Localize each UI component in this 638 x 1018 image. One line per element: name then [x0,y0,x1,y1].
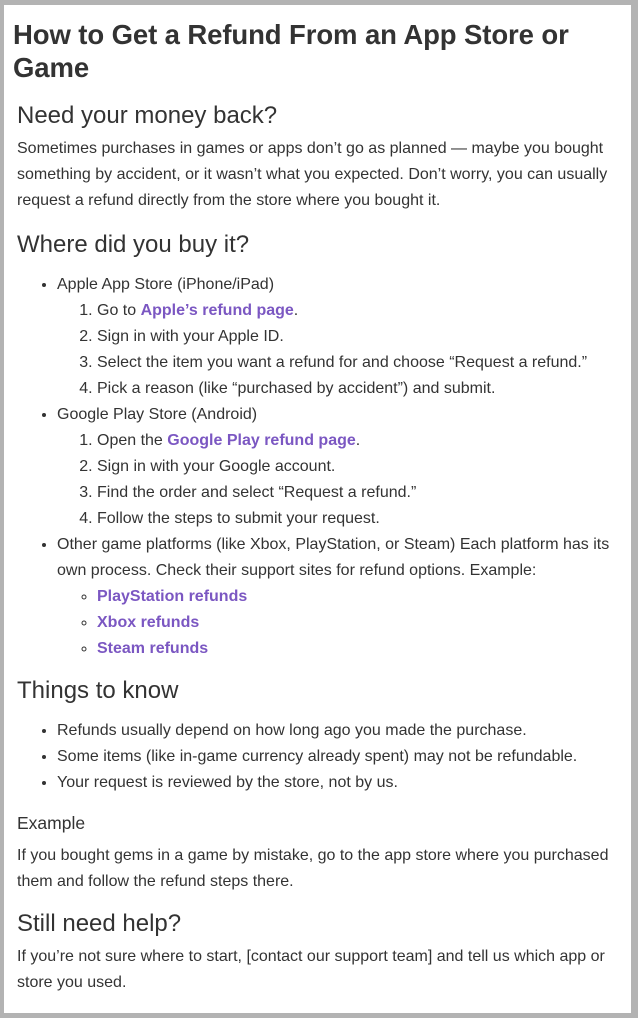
section-heading-still-need-help: Still need help? [17,910,182,937]
google-step-1: 1. Open the Google Play refund page. [97,428,621,454]
store-item-other [57,532,621,662]
apple-step-2: 2. Sign in with your Apple ID. [97,324,621,350]
google-step-4: 4. Follow the steps to submit your request. [97,506,621,532]
page-title: How to Get a Refund From an App Store or Game [13,19,569,83]
help-paragraph: If you’re not sure where to start, [contact our support team] and tell us which app or store you used. [17,948,605,991]
apple-step-3: 3. Select the item you want a refund for and choose “Request a refund.” [97,350,621,376]
example-paragraph: If you bought gems in a game by mistake, go to the app store where you purchased them and follow the refund steps there. [17,847,609,890]
apple-steps [57,298,621,402]
store-label-google: Google Play Store (Android) [57,406,258,423]
google-step-3: 3. Find the order and select “Request a refund.” [97,480,621,506]
platform-item-xbox [97,610,621,636]
xbox-refunds-link[interactable]: Xbox refunds [97,614,200,631]
things-to-know-list [17,718,621,796]
section-heading-where: Where did you buy it? [17,231,250,258]
platform-item-steam [97,636,621,662]
playstation-refunds-link[interactable]: PlayStation refunds [97,588,248,605]
other-platforms-text: Each platform has its own process. Check their support sites for refund options. Example: [57,536,610,579]
apple-step-1: 1. Go to Apple’s refund page. [97,298,621,324]
know-item: • Refunds usually depend on how long ago you made the purchase. [57,718,621,744]
store-label-other: Other game platforms (like Xbox, PlayStation, or Steam) [57,536,456,553]
apple-refund-link[interactable]: Apple’s refund page [140,302,294,319]
store-list [17,272,621,662]
article-body [13,101,621,996]
store-label-apple: Apple App Store (iPhone/iPad) [57,276,275,293]
apple-step-4: 4. Pick a reason (like “purchased by accident”) and submit. [97,376,621,402]
steam-refunds-link[interactable]: Steam refunds [97,640,209,657]
section-heading-money-back: Need your money back? [17,102,278,129]
example-heading: Example [17,813,86,833]
google-steps [57,428,621,532]
intro-paragraph: Sometimes purchases in games or apps don’t go as planned — maybe you bought something by accident, or it wasn’t what you expected. Don’t worry, you can usually request a refund directly from the store where you bought it. [17,140,608,209]
know-item: • Some items (like in-game currency already spent) may not be refundable. [57,744,621,770]
platform-links [57,584,621,662]
store-item-google [57,402,621,532]
section-heading-things-to-know: Things to know [17,677,179,704]
know-item: • Your request is reviewed by the store, not by us. [57,770,621,796]
platform-item-playstation [97,584,621,610]
google-refund-link[interactable]: Google Play refund page [167,432,356,449]
store-item-apple [57,272,621,402]
google-step-2: 2. Sign in with your Google account. [97,454,621,480]
article-container [4,5,631,1013]
